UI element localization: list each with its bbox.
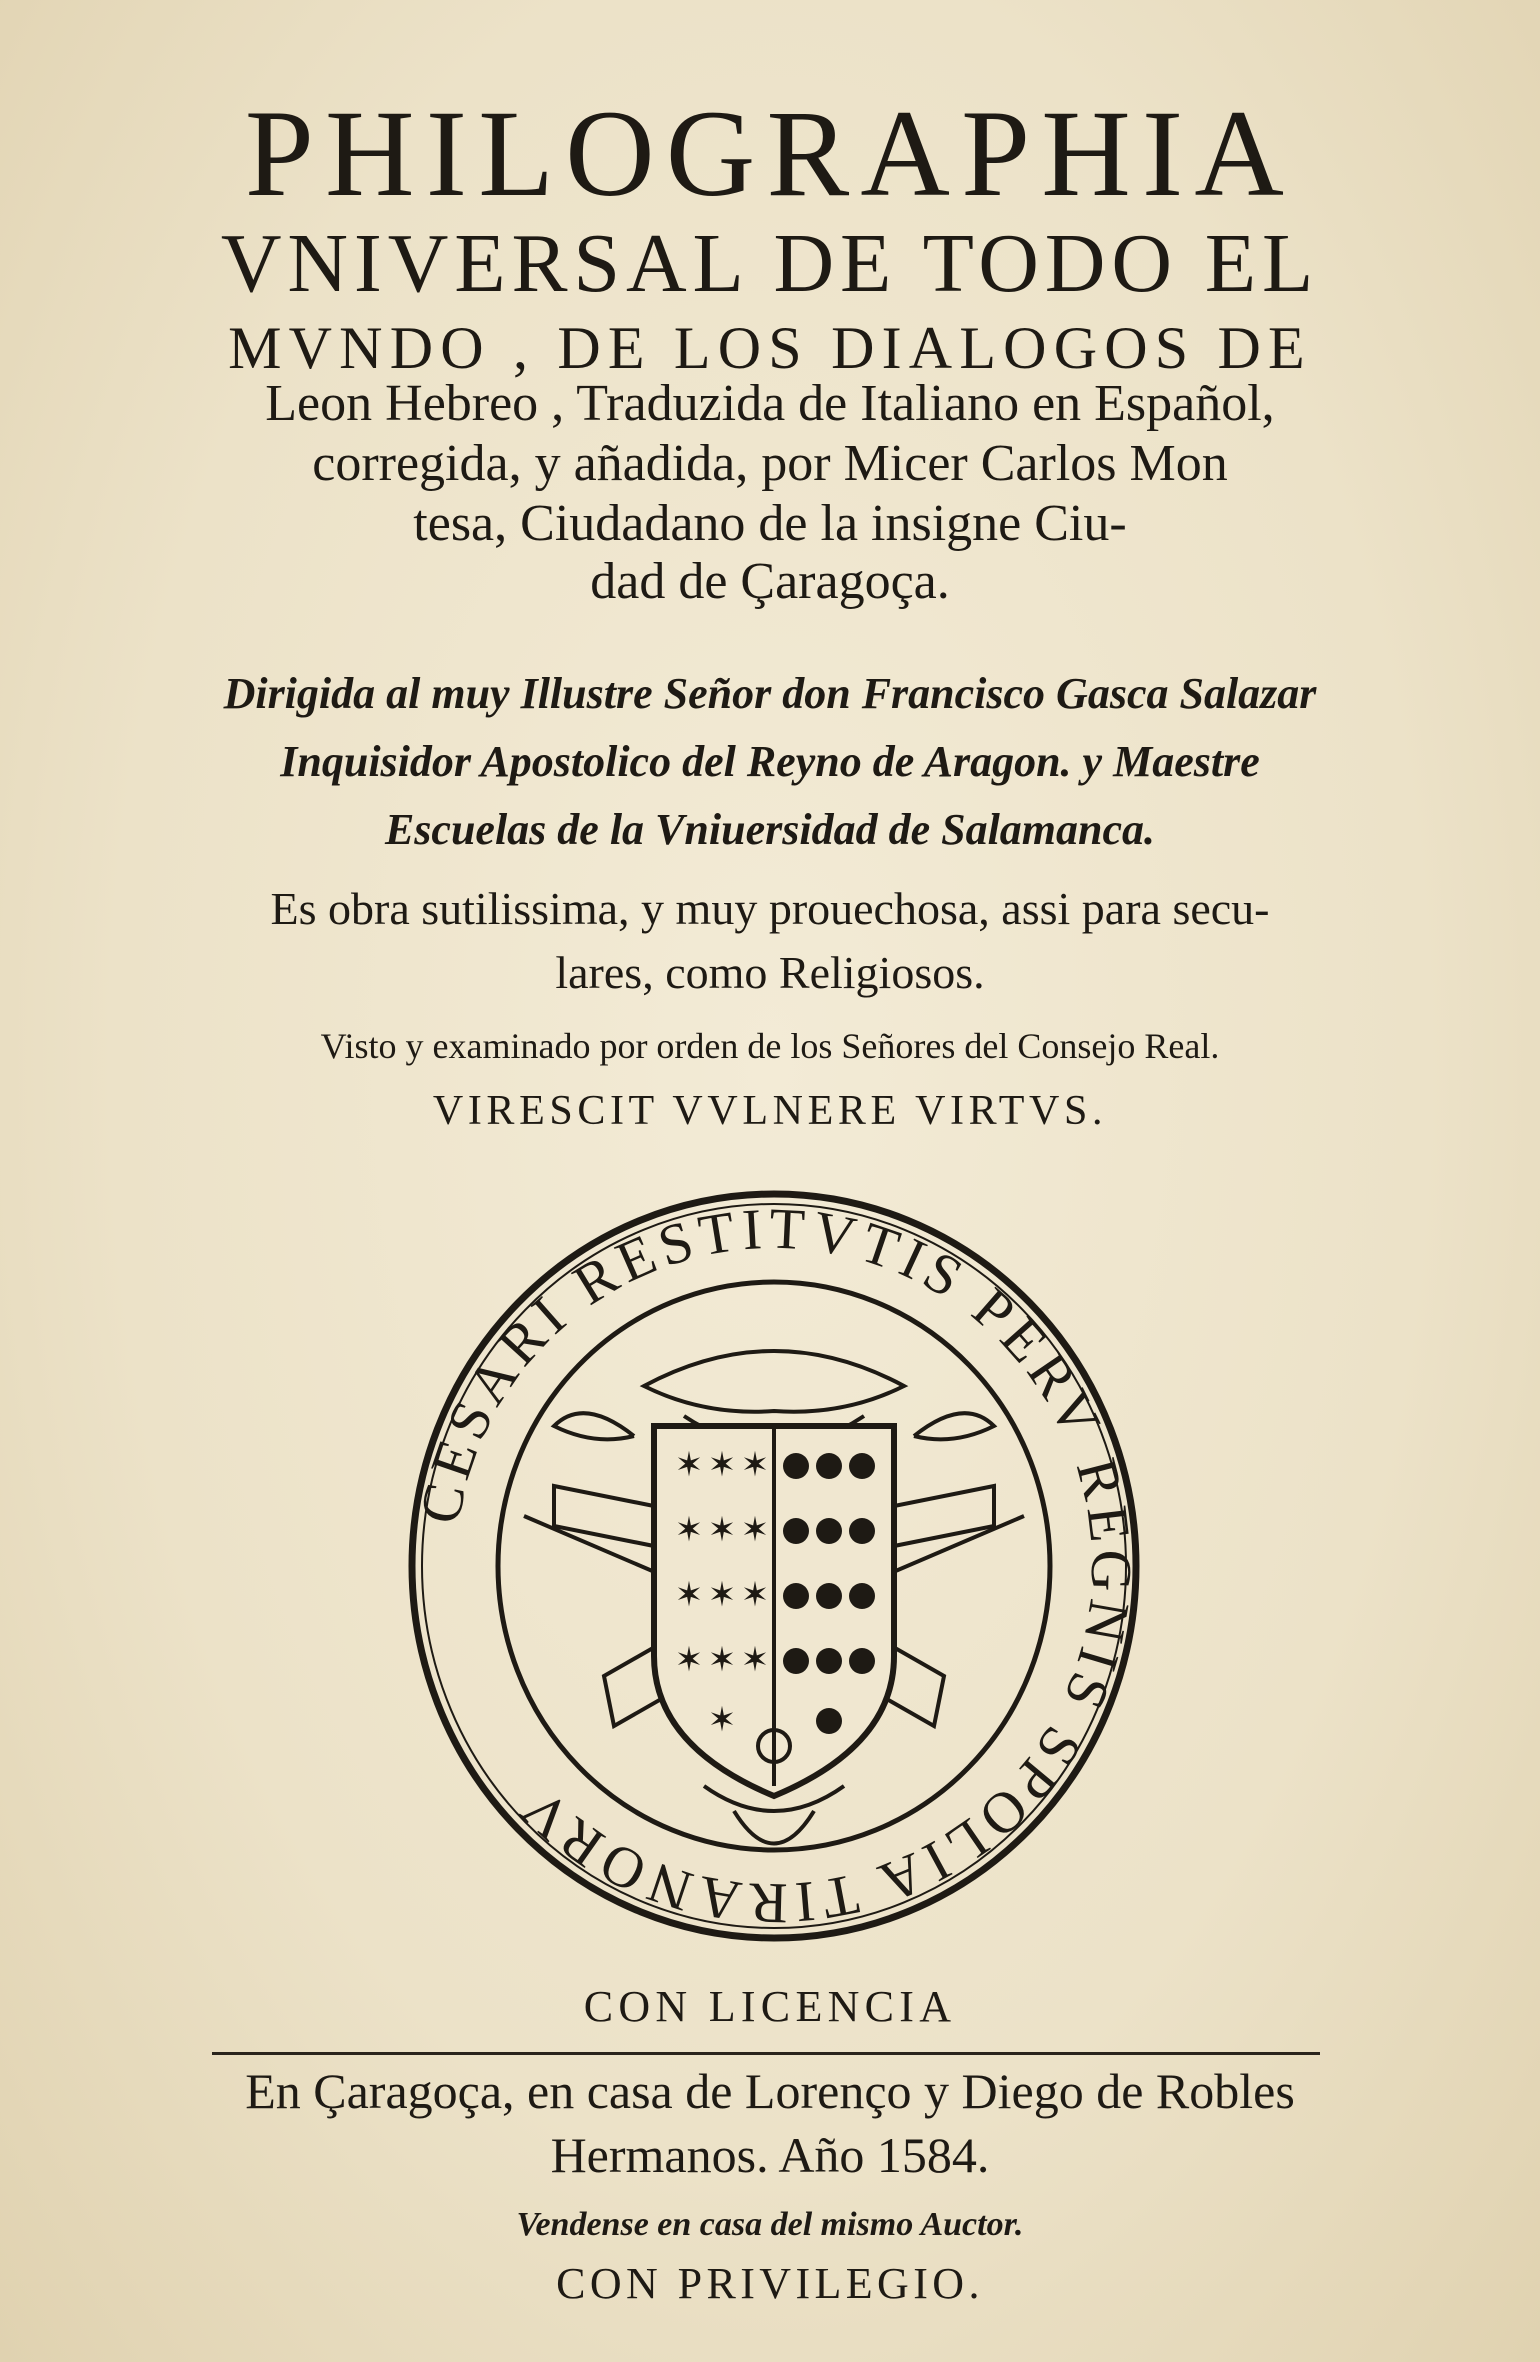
svg-text:✶: ✶ xyxy=(707,1445,737,1485)
dedication-line: Dirigida al muy Illustre Señor don Francisco Gasca Salazar xyxy=(223,669,1317,718)
description-line: Es obra sutilissima, y muy prouechosa, assi para secu- xyxy=(270,883,1270,934)
svg-text:✶: ✶ xyxy=(707,1575,737,1615)
dedication-line: Escuelas de la Vniuersidad de Salamanca. xyxy=(384,805,1156,854)
book-title-line-2: VNIVERSAL DE TODO EL xyxy=(220,217,1320,310)
subtitle-line: tesa, Ciudadano de la insigne Ciu- xyxy=(413,495,1127,552)
printers-device-seal xyxy=(404,1186,1144,1946)
approval-note: Visto y examinado por orden de los Señores del Consejo Real. xyxy=(320,1026,1220,1066)
svg-text:✶: ✶ xyxy=(740,1575,770,1615)
license-line: CON LICENCIA xyxy=(583,1982,957,2031)
subtitle-line: Leon Hebreo , Traduzida de Italiano en Español, xyxy=(265,375,1275,432)
dedication-line: Inquisidor Apostolico del Reyno de Aragon. y Maestre xyxy=(280,737,1260,786)
book-title-line-3: MVNDO , DE LOS DIALOGOS DE xyxy=(228,315,1312,381)
svg-text:✶: ✶ xyxy=(740,1445,770,1485)
description-line: lares, como Religiosos. xyxy=(555,947,985,998)
svg-text:✶: ✶ xyxy=(674,1510,704,1550)
imprint-line: En Çaragoça, en casa de Lorenço y Diego de Robles xyxy=(245,2063,1295,2119)
svg-text:✶: ✶ xyxy=(674,1575,704,1615)
motto: VIRESCIT VVLNERE VIRTVS. xyxy=(432,1088,1108,1134)
svg-text:✶: ✶ xyxy=(707,1510,737,1550)
privilege-line: CON PRIVILEGIO. xyxy=(556,2259,984,2308)
svg-text:✶: ✶ xyxy=(707,1700,737,1740)
subtitle-line: corregida, y añadida, por Micer Carlos Mon xyxy=(312,435,1228,492)
seal-inscription: CESARI RESTITVTIS PERV REGNIS SPOLIA TIRANORV xyxy=(406,1195,1144,1937)
imprint-rule xyxy=(212,2052,1320,2055)
svg-text:✶: ✶ xyxy=(740,1640,770,1680)
subtitle-line: dad de Çaragoça. xyxy=(590,553,950,610)
svg-text:✶: ✶ xyxy=(674,1445,704,1485)
book-title: PHILOGRAPHIA xyxy=(244,85,1296,222)
imprint-line: Hermanos. Año 1584. xyxy=(550,2127,990,2183)
svg-text:✶: ✶ xyxy=(740,1510,770,1550)
svg-text:✶: ✶ xyxy=(707,1640,737,1680)
sale-note: Vendense en casa del mismo Auctor. xyxy=(516,2206,1024,2243)
svg-text:✶: ✶ xyxy=(674,1640,704,1680)
